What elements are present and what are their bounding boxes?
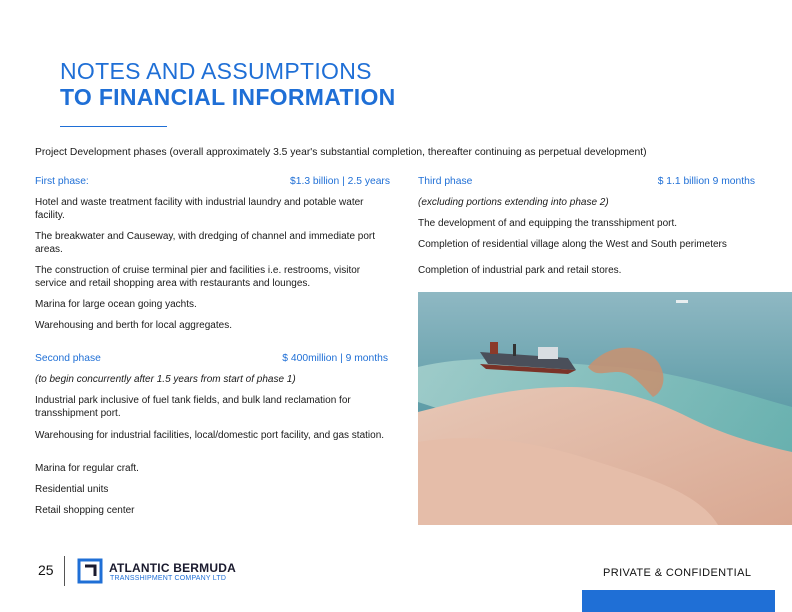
first-phase-item: The breakwater and Causeway, with dredging of channel and immediate port areas. (35, 231, 376, 255)
second-phase-item: Industrial park inclusive of fuel tank fields, and bulk land reclamation for transshipment port. (35, 395, 351, 419)
second-phase-item: Retail shopping center (35, 505, 135, 516)
first-phase-item: The construction of cruise terminal pier and facilities i.e. restrooms, visitor service and retail shopping area with restaurants and lounges. (35, 265, 361, 289)
first-phase-amount: $1.3 billion | 2.5 years (290, 176, 390, 187)
second-phase-item: Residential units (35, 484, 109, 495)
company-subtitle: TRANSSHIPMENT COMPANY LTD (110, 575, 227, 582)
footer-accent-bar (582, 590, 775, 612)
second-phase-item: Marina for regular craft. (35, 463, 139, 474)
confidential-label: PRIVATE & CONFIDENTIAL (603, 567, 752, 579)
third-phase-heading: Third phase (418, 176, 473, 187)
first-phase-item: Marina for large ocean going yachts. (35, 299, 197, 310)
third-phase-item: Completion of residential village along the West and South perimeters (418, 239, 727, 250)
right-column (418, 176, 755, 286)
company-logo-icon (77, 558, 103, 584)
first-phase-item: Hotel and waste treatment facility with industrial laundry and potable water facility. (35, 197, 364, 221)
third-phase-amount: $ 1.1 billion 9 months (657, 176, 755, 187)
page-number: 25 (38, 562, 54, 578)
second-phase-item: Warehousing for industrial facilities, local/domestic port facility, and gas station. (35, 430, 385, 441)
page-title-line2: TO FINANCIAL INFORMATION (60, 84, 396, 110)
dredging-photo (418, 292, 792, 525)
second-phase-heading: Second phase (35, 353, 101, 364)
left-column (35, 176, 390, 521)
first-phase-item: Warehousing and berth for local aggregates. (35, 320, 232, 331)
third-phase-note: (excluding portions extending into phase 2) (418, 197, 609, 208)
second-phase-amount: $ 400million | 9 months (282, 353, 388, 364)
page-title-line1: NOTES AND ASSUMPTIONS (60, 58, 372, 84)
company-name: ATLANTIC BERMUDA (109, 561, 236, 575)
second-phase-note: (to begin concurrently after 1.5 years from start of phase 1) (35, 374, 296, 385)
intro-text: Project Development phases (overall approximately 3.5 year's substantial completion, thereafter continuing as perpetual development) (35, 147, 647, 158)
third-phase-item: Completion of industrial park and retail stores. (418, 265, 622, 276)
third-phase-item: The development of and equipping the transshipment port. (418, 218, 678, 229)
footer-divider (64, 556, 65, 586)
first-phase-heading: First phase: (35, 176, 89, 187)
title-underline (60, 126, 167, 127)
